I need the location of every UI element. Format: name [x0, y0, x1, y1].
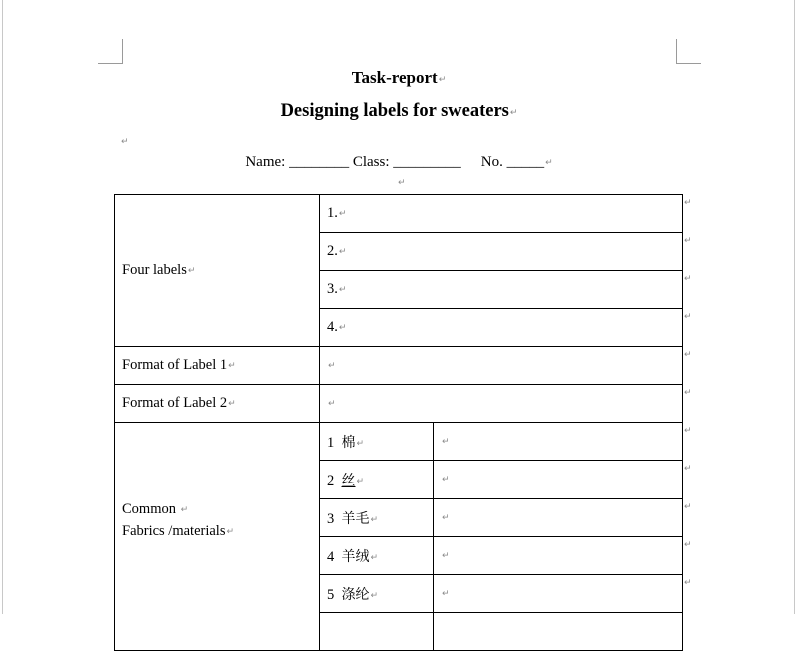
- row-end-mark-icon: ↵: [684, 198, 692, 208]
- crop-mark-top-right: [676, 39, 701, 64]
- document-title[interactable]: Task-report↵: [351, 68, 447, 87]
- paragraph-mark-icon: ↵: [370, 552, 379, 563]
- format-label-2-value-cell[interactable]: [320, 385, 683, 423]
- paragraph-mark-icon: ↵: [398, 178, 406, 188]
- crop-mark-top-left: [98, 39, 123, 64]
- paragraph-mark-icon: ↵: [545, 158, 553, 168]
- fabric-value-cell[interactable]: [434, 575, 683, 613]
- fabric-name-cell[interactable]: 3 羊毛↵: [320, 499, 434, 537]
- paragraph-mark-icon: ↵: [509, 108, 518, 118]
- fabric-value-cell[interactable]: [434, 423, 683, 461]
- paragraph-mark-icon: ↵: [228, 399, 236, 409]
- paragraph-mark-icon: ↵: [370, 514, 379, 525]
- fabrics-header-cell[interactable]: Common ↵ Fabrics /materials↵: [115, 423, 320, 651]
- paragraph-mark-icon: ↵: [180, 505, 189, 515]
- report-table: [114, 194, 683, 651]
- paragraph-mark-icon: ↵: [338, 323, 347, 333]
- paragraph-mark-icon: ↵: [328, 361, 336, 371]
- number-field: No. _____: [480, 154, 545, 170]
- row-end-mark-icon: ↵: [684, 350, 692, 360]
- row-end-mark-icon: ↵: [684, 426, 692, 436]
- label-2-cell[interactable]: 2.↵: [320, 233, 683, 271]
- document-subtitle[interactable]: Designing labels for sweaters↵: [280, 101, 518, 121]
- paragraph-mark-icon: ↵: [370, 590, 379, 601]
- paragraph-mark-icon: ↵: [438, 75, 447, 85]
- name-class-fields: Name: ________ Class: _________: [245, 154, 461, 170]
- row-end-mark-icon: ↵: [684, 312, 692, 322]
- label-4-cell[interactable]: 4.↵: [320, 309, 683, 347]
- fabric-name-cell[interactable]: [320, 613, 434, 651]
- fabric-value-cell[interactable]: [434, 499, 683, 537]
- row-end-mark-icon: ↵: [684, 540, 692, 550]
- four-labels-header-cell[interactable]: Four labels↵: [115, 195, 320, 347]
- paragraph-mark-icon: ↵: [338, 247, 347, 257]
- paragraph-mark-icon: ↵: [442, 437, 450, 447]
- paragraph-mark-icon: ↵: [338, 209, 347, 219]
- row-end-mark-icon: ↵: [684, 578, 692, 588]
- paragraph-mark-icon: ↵: [442, 551, 450, 561]
- paragraph-mark-icon: ↵: [338, 285, 347, 295]
- student-info-line[interactable]: [0, 154, 798, 171]
- paragraph-mark-icon: ↵: [442, 589, 450, 599]
- row-end-mark-icon: ↵: [684, 236, 692, 246]
- paragraph-mark-icon: ↵: [442, 475, 450, 485]
- format-label-1-header-cell[interactable]: Format of Label 1↵: [115, 347, 320, 385]
- fabric-name-cell[interactable]: 4 羊绒↵: [320, 537, 434, 575]
- format-label-1-value-cell[interactable]: [320, 347, 683, 385]
- label-3-cell[interactable]: 3.↵: [320, 271, 683, 309]
- fabric-value-cell[interactable]: [434, 461, 683, 499]
- paragraph-mark-icon: ↵: [442, 513, 450, 523]
- fabric-name-cell[interactable]: 2 丝↵: [320, 461, 434, 499]
- row-end-mark-icon: ↵: [684, 274, 692, 284]
- paragraph-mark-icon: ↵: [328, 399, 336, 409]
- fabric-name-cell[interactable]: 5 涤纶↵: [320, 575, 434, 613]
- label-1-cell[interactable]: 1.↵: [320, 195, 683, 233]
- paragraph-mark-icon: ↵: [356, 438, 365, 449]
- fabric-name-cell[interactable]: 1 棉↵: [320, 423, 434, 461]
- fabric-value-cell[interactable]: [434, 537, 683, 575]
- row-end-mark-icon: ↵: [684, 502, 692, 512]
- paragraph-mark-icon: ↵: [228, 361, 236, 371]
- format-label-2-header-cell[interactable]: Format of Label 2↵: [115, 385, 320, 423]
- paragraph-mark-icon: ↵: [121, 137, 129, 147]
- row-end-mark-icon: ↵: [684, 464, 692, 474]
- paragraph-mark-icon: ↵: [356, 476, 365, 487]
- row-end-mark-icon: ↵: [684, 388, 692, 398]
- fabric-value-cell[interactable]: [434, 613, 683, 651]
- paragraph-mark-icon: ↵: [226, 527, 235, 537]
- paragraph-mark-icon: ↵: [187, 266, 196, 276]
